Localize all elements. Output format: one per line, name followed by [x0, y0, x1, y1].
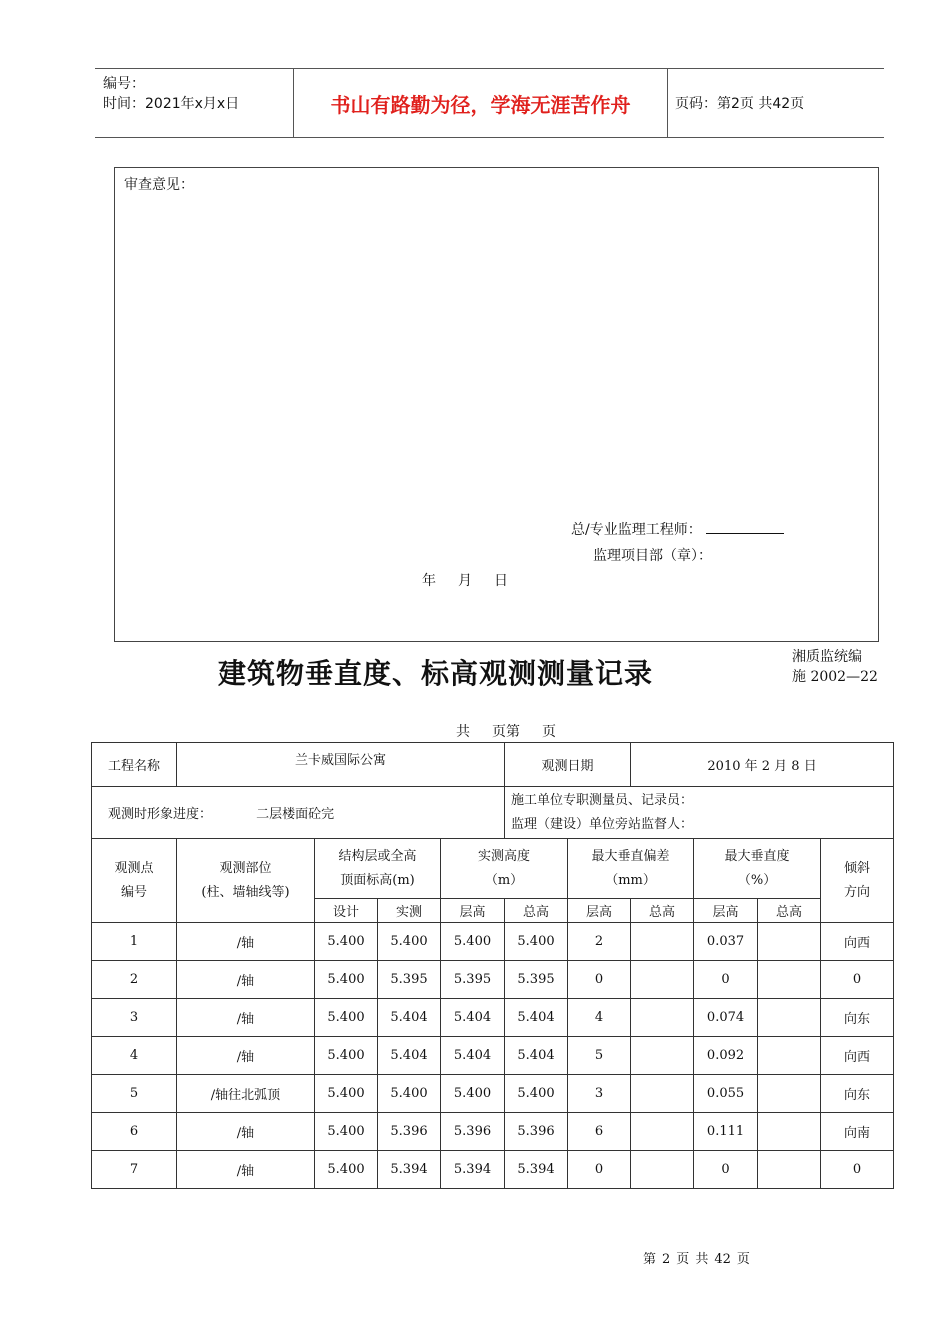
cell-actual: 5.404 — [378, 1037, 441, 1075]
cell-no: 7 — [92, 1151, 177, 1189]
sub-design: 设计 — [315, 899, 378, 923]
col-point-header — [92, 839, 177, 923]
col-dev-header — [568, 839, 694, 899]
cell-v-total — [758, 1037, 821, 1075]
obs-date-value: 2010 年 2 月 8 日 — [631, 743, 894, 787]
cell-mh-total: 5.404 — [505, 1037, 568, 1075]
dept-label: 监理项目部（章）： — [593, 548, 712, 564]
cell-dev-floor: 4 — [568, 999, 631, 1037]
cell-actual: 5.400 — [378, 1075, 441, 1113]
cell-dev-floor: 3 — [568, 1075, 631, 1113]
col-meas-header — [441, 839, 568, 899]
cell-dev-total — [631, 1075, 694, 1113]
progress-label: 观测时形象进度： — [108, 807, 213, 822]
cell-v-total — [758, 1151, 821, 1189]
page-mid-label: 页第 — [492, 724, 520, 740]
review-opinion-box — [114, 167, 879, 642]
cell-v-floor: 0.092 — [694, 1037, 758, 1075]
cell-part: /轴 — [177, 999, 315, 1037]
project-row — [92, 743, 894, 787]
form-code — [792, 647, 878, 687]
cell-mh-floor: 5.404 — [441, 999, 505, 1037]
cell-dev-total — [631, 961, 694, 999]
cell-mh-floor: 5.395 — [441, 961, 505, 999]
cell-no: 3 — [92, 999, 177, 1037]
cell-v-floor: 0.074 — [694, 999, 758, 1037]
cell-mh-floor: 5.400 — [441, 1075, 505, 1113]
col-point-line2: 编号 — [120, 884, 147, 900]
cell-mh-floor: 5.394 — [441, 1151, 505, 1189]
cell-v-floor: 0.111 — [694, 1113, 758, 1151]
sub-vert-floor: 层高 — [694, 899, 758, 923]
cell-design: 5.400 — [315, 923, 378, 961]
cell-no: 2 — [92, 961, 177, 999]
sub-actual: 实测 — [378, 899, 441, 923]
engineer-signature — [571, 519, 784, 539]
surveyor-label: 施工单位专职测量员、记录员： — [511, 792, 694, 808]
col-vert-line2: （%） — [737, 872, 777, 888]
progress-row — [92, 787, 894, 839]
footer-total-pages: 42 — [714, 1252, 731, 1267]
footer-p6: 页 — [736, 1252, 750, 1267]
cell-actual: 5.404 — [378, 999, 441, 1037]
cell-mh-total: 5.400 — [505, 1075, 568, 1113]
supervisor-label: 监理（建设）单位旁站监督人： — [511, 816, 694, 832]
col-tilt-header — [821, 839, 894, 923]
personnel-cell — [505, 787, 894, 839]
cell-dev-total — [631, 1037, 694, 1075]
cell-dir: 向西 — [821, 1037, 894, 1075]
col-point-line1: 观测点 — [114, 860, 154, 876]
footer-p1: 第 — [643, 1252, 657, 1267]
sub-vert-total: 总高 — [758, 899, 821, 923]
cell-part: /轴 — [177, 1113, 315, 1151]
data-rows — [92, 923, 894, 1189]
cell-mh-floor: 5.396 — [441, 1113, 505, 1151]
date-day: 日 — [494, 573, 508, 589]
cell-no: 1 — [92, 923, 177, 961]
record-table — [91, 742, 894, 1189]
col-tilt-line1: 倾斜 — [844, 860, 871, 876]
cell-dev-floor: 0 — [568, 1151, 631, 1189]
cell-mh-floor: 5.400 — [441, 923, 505, 961]
form-code-line1: 湘质监统编 — [792, 649, 862, 665]
cell-part: /轴 — [177, 1037, 315, 1075]
col-elev-line1: 结构层或全高 — [338, 848, 417, 864]
cell-v-total — [758, 961, 821, 999]
footer-p3: 页 — [676, 1252, 690, 1267]
header-motto: 书山有路勤为径，学海无涯苦作舟 — [294, 69, 668, 137]
cell-part: /轴 — [177, 1151, 315, 1189]
date-year: 年 — [422, 573, 436, 589]
cell-actual: 5.400 — [378, 923, 441, 961]
form-code-line2: 施 2002—22 — [792, 669, 878, 685]
date-month: 月 — [458, 573, 472, 589]
sub-dev-floor: 层高 — [568, 899, 631, 923]
cell-mh-floor: 5.404 — [441, 1037, 505, 1075]
cell-part: /轴 — [177, 923, 315, 961]
cell-dev-floor: 2 — [568, 923, 631, 961]
cell-dev-floor: 0 — [568, 961, 631, 999]
cell-actual: 5.396 — [378, 1113, 441, 1151]
header-meta — [95, 69, 294, 137]
project-value: 兰卡威国际公寓 — [177, 743, 505, 787]
col-part-header — [177, 839, 315, 923]
footer-p4: 共 — [695, 1252, 709, 1267]
cell-mh-total: 5.394 — [505, 1151, 568, 1189]
col-meas-line1: 实测高度 — [478, 848, 531, 864]
col-dev-line2: （mm） — [605, 872, 656, 888]
cell-mh-total: 5.395 — [505, 961, 568, 999]
table-row — [92, 999, 894, 1037]
cell-mh-total: 5.396 — [505, 1113, 568, 1151]
table-row — [92, 1113, 894, 1151]
page-counter — [456, 721, 578, 741]
col-part-line1: 观测部位 — [219, 860, 272, 876]
cell-dev-floor: 6 — [568, 1113, 631, 1151]
document-title: 建筑物垂直度、标高观测测量记录 — [218, 657, 654, 690]
col-vert-line1: 最大垂直度 — [724, 848, 790, 864]
table-row — [92, 1151, 894, 1189]
col-meas-line2: （m） — [484, 872, 524, 888]
sub-dev-total: 总高 — [631, 899, 694, 923]
cell-v-total — [758, 1075, 821, 1113]
cell-dir: 向东 — [821, 999, 894, 1037]
review-label: 审查意见： — [124, 177, 194, 193]
col-part-line2: (柱、墙轴线等) — [201, 884, 290, 900]
page-header — [95, 68, 884, 138]
cell-v-floor: 0.037 — [694, 923, 758, 961]
footer-page-number: 2 — [662, 1252, 671, 1267]
table-row — [92, 961, 894, 999]
engineer-label: 总/专业监理工程师： — [571, 522, 702, 538]
cell-v-total — [758, 923, 821, 961]
col-tilt-line2: 方向 — [844, 884, 871, 900]
obs-date-label: 观测日期 — [505, 743, 631, 787]
page-footer — [643, 1248, 756, 1267]
page-total-label: 共 — [456, 724, 470, 740]
cell-v-total — [758, 1113, 821, 1151]
cell-part: /轴往北弧顶 — [177, 1075, 315, 1113]
col-vert-header — [694, 839, 821, 899]
signature-line — [706, 519, 784, 534]
cell-design: 5.400 — [315, 1151, 378, 1189]
cell-dev-total — [631, 1151, 694, 1189]
review-date — [422, 570, 530, 590]
cell-actual: 5.394 — [378, 1151, 441, 1189]
cell-v-floor: 0 — [694, 1151, 758, 1189]
number-label: 编号： — [103, 76, 145, 92]
column-group-header — [92, 839, 894, 899]
cell-dir: 向南 — [821, 1113, 894, 1151]
page-end-label: 页 — [542, 724, 556, 740]
cell-dev-total — [631, 923, 694, 961]
cell-design: 5.400 — [315, 961, 378, 999]
cell-v-floor: 0.055 — [694, 1075, 758, 1113]
cell-v-floor: 0 — [694, 961, 758, 999]
cell-part: /轴 — [177, 961, 315, 999]
cell-dir: 向东 — [821, 1075, 894, 1113]
cell-dir: 0 — [821, 1151, 894, 1189]
progress-cell — [92, 787, 505, 839]
col-elev-line2: 顶面标高(m) — [340, 872, 415, 888]
sub-meas-total: 总高 — [505, 899, 568, 923]
cell-no: 6 — [92, 1113, 177, 1151]
cell-dir: 0 — [821, 961, 894, 999]
table-row — [92, 923, 894, 961]
cell-design: 5.400 — [315, 1075, 378, 1113]
col-dev-line1: 最大垂直偏差 — [591, 848, 670, 864]
header-page-info: 页码：第2页 共42页 — [675, 96, 805, 112]
cell-dir: 向西 — [821, 923, 894, 961]
cell-v-total — [758, 999, 821, 1037]
cell-dev-total — [631, 1113, 694, 1151]
cell-mh-total: 5.400 — [505, 923, 568, 961]
cell-dev-floor: 5 — [568, 1037, 631, 1075]
table-row — [92, 1037, 894, 1075]
cell-design: 5.400 — [315, 1037, 378, 1075]
sub-meas-floor: 层高 — [441, 899, 505, 923]
cell-mh-total: 5.404 — [505, 999, 568, 1037]
cell-design: 5.400 — [315, 1113, 378, 1151]
cell-design: 5.400 — [315, 999, 378, 1037]
col-elev-header — [315, 839, 441, 899]
table-row — [92, 1075, 894, 1113]
cell-no: 5 — [92, 1075, 177, 1113]
progress-value: 二层楼面砼完 — [256, 807, 335, 822]
cell-actual: 5.395 — [378, 961, 441, 999]
time-label: 时间：2021年x月x日 — [103, 96, 240, 112]
cell-no: 4 — [92, 1037, 177, 1075]
project-label: 工程名称 — [92, 743, 177, 787]
cell-dev-total — [631, 999, 694, 1037]
